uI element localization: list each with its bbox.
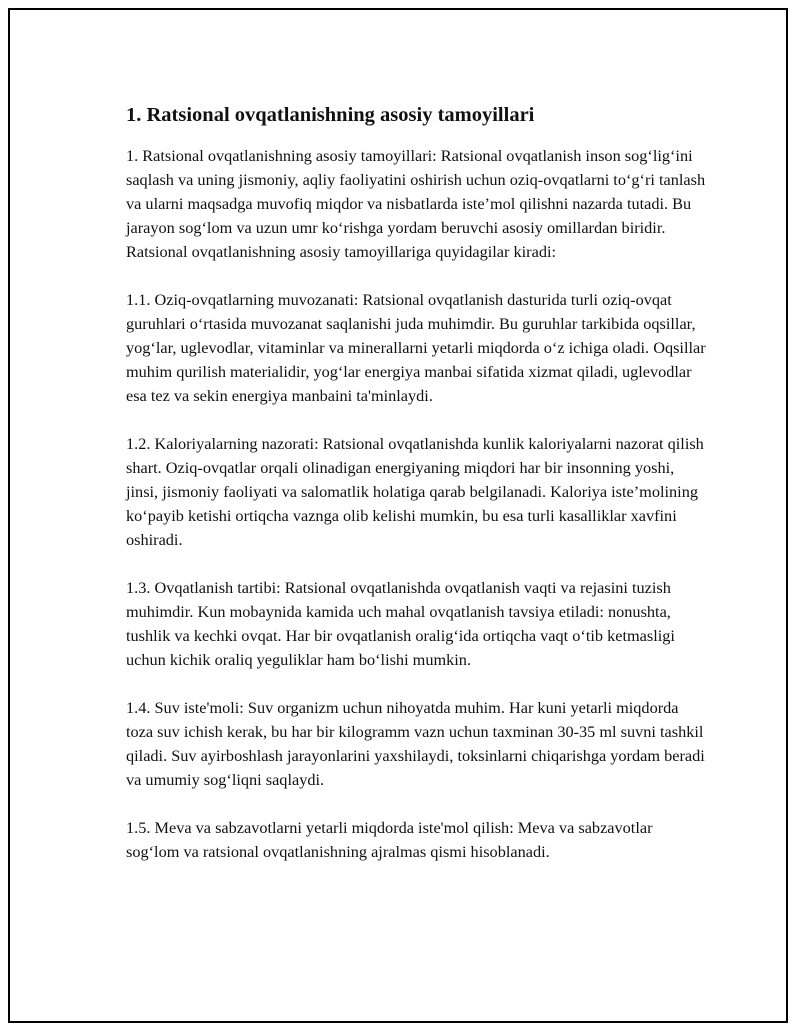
document-heading: 1. Ratsional ovqatlanishning asosiy tamoyillari <box>126 104 535 126</box>
paragraph-intro: 1. Ratsional ovqatlanishning asosiy tamoyillari: Ratsional ovqatlanish inson sog‘lig‘ini saqlash va uning jismoniy, aqliy faoliyatini oshirish uchun oziq-ovqatlarni to‘g‘ri tanlash va ularni maqsadga muvofiq miqdor va nisbatlarda iste’mol qilishni nazarda tutadi. Bu jarayon sog‘lom va uzun umr ko‘rishga yordam beruvchi asosiy omillardan biridir. Ratsional ovqatlanishning asosiy tamoyillariga quyidagilar kiradi: <box>126 146 706 261</box>
paragraph-1-1: 1.1. Oziq-ovqatlarning muvozanati: Ratsional ovqatlanish dasturida turli oziq-ovqat guruhlari o‘rtasida muvozanat saqlanishi juda muhimdir. Bu guruhlar tarkibida oqsillar, yog‘lar, uglevodlar, vitaminlar va minerallarni yetarli miqdorda o‘z ichiga oladi. Oqsillar muhim qurilish materialidir, yog‘lar energiya manbai sifatida xizmat qiladi, uglevodlar esa tez va sekin energiya manbaini ta'minlaydi. <box>126 290 706 405</box>
paragraph-1-2: 1.2. Kaloriyalarning nazorati: Ratsional ovqatlanishda kunlik kaloriyalarni nazorat qilish shart. Oziq-ovqatlar orqali olinadigan energiyaning miqdori har bir insonning yoshi, jinsi, jismoniy faoliyati va salomatlik holatiga qarab belgilanadi. Kaloriya iste’molining ko‘payib ketishi ortiqcha vaznga olib kelishi mumkin, bu esa turli kasalliklar xavfini oshiradi. <box>126 434 704 549</box>
page-frame <box>8 8 788 1023</box>
paragraph-1-4: 1.4. Suv iste'moli: Suv organizm uchun nihoyatda muhim. Har kuni yetarli miqdorda toza suv ichish kerak, bu har bir kilogramm vazn uchun taxminan 30-35 ml suvni tashkil qiladi. Suv ayirboshlash jarayonlarini yaxshilaydi, toksinlarni chiqarishga yordam beradi va umumiy sog‘liqni saqlaydi. <box>126 698 705 789</box>
paragraph-1-3: 1.3. Ovqatlanish tartibi: Ratsional ovqatlanishda ovqatlanish vaqti va rejasini tuzish muhimdir. Kun mobaynida kamida uch mahal ovqatlanish tavsiya etiladi: nonushta, tushlik va kechki ovqat. Har bir ovqatlanish oralig‘ida ortiqcha vaqt o‘tib ketmasligi uchun kichik oraliq yeguliklar ham bo‘lishi mumkin. <box>126 578 675 669</box>
paragraph-1-5: 1.5. Meva va sabzavotlarni yetarli miqdorda iste'mol qilish: Meva va sabzavotlar sog‘lom va ratsional ovqatlanishning ajralmas qismi hisoblanadi. <box>126 818 653 861</box>
document-body <box>126 102 706 888</box>
